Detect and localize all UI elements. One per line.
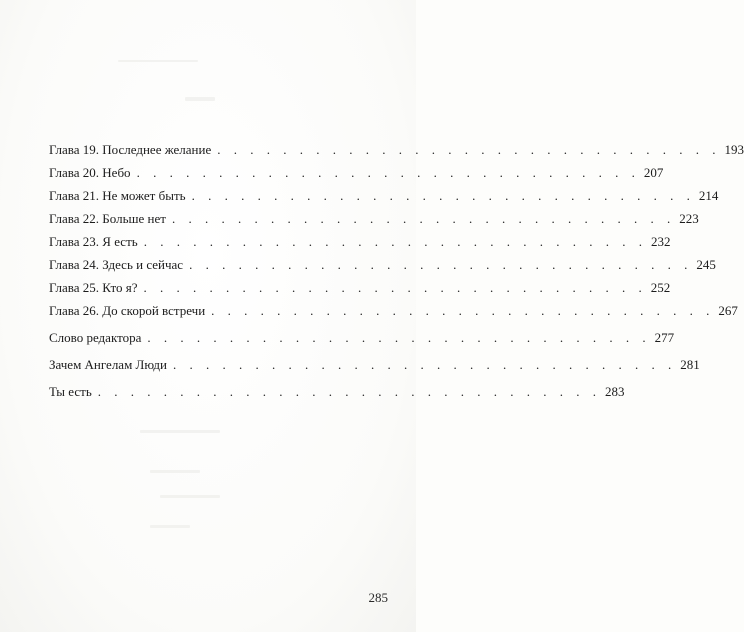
dot-leader: . . . . . . . . . . . . . . . . . . . . . . . . . . . . . . . [97,384,602,399]
bleed-through-block [150,470,200,473]
toc-entry-chapter-20 [49,164,664,182]
dot-leader: . . . . . . . . . . . . . . . . . . . . . . . . . . . . . . . [147,330,651,345]
bleed-through-top-line [118,60,198,62]
toc-entry-label: Слово редактора [49,330,142,345]
dot-leader: . . . . . . . . . . . . . . . . . . . . . . . . . . . . . . . [171,211,676,226]
toc-entry-page: 277 [654,330,675,345]
toc-entry-chapter-21 [49,187,719,205]
toc-entry-chapter-22 [49,210,699,228]
page-number: 285 [368,590,388,605]
dot-leader: . . . . . . . . . . . . . . . . . . . . . . . . . . . . . . . [143,234,647,249]
toc-entry-page: 207 [643,165,664,180]
toc-entry-page: 245 [696,257,716,272]
dot-leader: . . . . . . . . . . . . . . . . . . . . . . . . . . . . . . . [191,188,695,203]
toc-entry-page: 214 [698,188,719,203]
toc-entry-chapter-19 [49,141,744,159]
dot-leader: . . . . . . . . . . . . . . . . . . . . . . . . . . . . . . . [217,142,721,157]
toc-entry-page: 193 [724,142,744,157]
bleed-through-block [150,525,190,528]
dot-leader: . . . . . . . . . . . . . . . . . . . . . . . . . . . . . . . [136,165,640,180]
toc-entry-label: Зачем Ангелам Люди [49,357,167,372]
toc-entry-page: 252 [650,280,671,295]
bleed-through-block [140,430,220,433]
toc-entry-label: Глава 25. Кто я? [49,280,138,295]
dot-leader: . . . . . . . . . . . . . . . . . . . . . . . . . . . . . . . [143,280,647,295]
toc-entry-page: 267 [718,303,738,318]
toc-entry-you-are [49,383,625,401]
dot-leader: . . . . . . . . . . . . . . . . . . . . . . . . . . . . . . . [211,303,715,318]
toc-entry-chapter-25 [49,279,671,297]
toc-entry-label: Глава 26. До скорой встречи [49,303,206,318]
toc-entry-page: 283 [605,384,625,399]
toc-entry-page: 223 [679,211,699,226]
bleed-through-mark [185,97,215,101]
toc-entry-angels-people [49,356,700,374]
toc-entry-label: Глава 21. Не может быть [49,188,186,203]
dot-leader: . . . . . . . . . . . . . . . . . . . . . . . . . . . . . . . [173,357,677,372]
toc-entry-page: 232 [650,234,671,249]
toc-entry-label: Глава 20. Небо [49,165,131,180]
toc-entry-label: Глава 22. Больше нет [49,211,166,226]
toc-entry-chapter-24 [49,256,716,274]
toc-entry-label: Глава 19. Последнее желание [49,142,212,157]
toc-entry-chapter-26 [49,302,738,320]
toc-entry-label: Ты есть [49,384,92,399]
toc-entry-page: 281 [680,357,700,372]
bleed-through-block [160,495,220,498]
toc-entry-label: Глава 24. Здесь и сейчас [49,257,184,272]
toc-entry-chapter-23 [49,233,671,251]
dot-leader: . . . . . . . . . . . . . . . . . . . . . . . . . . . . . . . [189,257,693,272]
toc-entry-editors-word [49,329,675,347]
toc-entry-label: Глава 23. Я есть [49,234,138,249]
